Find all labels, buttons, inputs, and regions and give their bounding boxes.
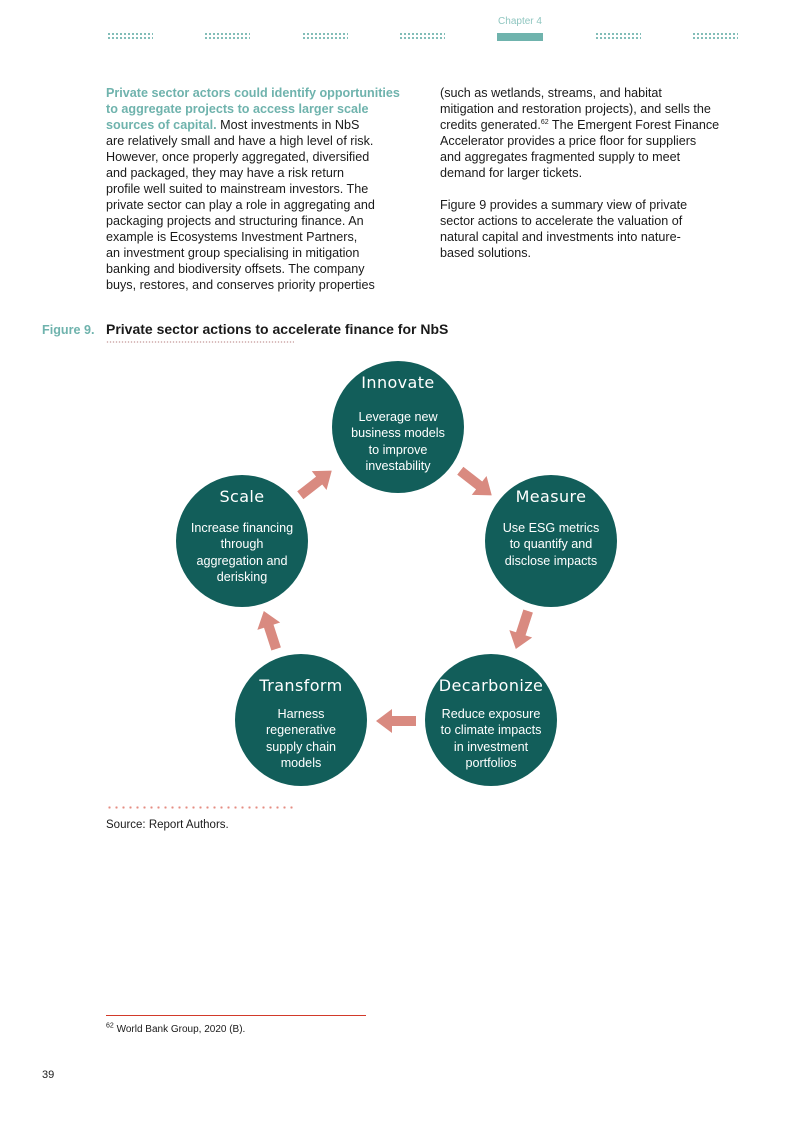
- body-line: Accelerator provides a price floor for suppliers: [440, 134, 697, 148]
- body-line: based solutions.: [440, 246, 532, 260]
- page-number: 39: [42, 1069, 55, 1081]
- body-line: profile well suited to mainstream investors. The: [106, 182, 369, 196]
- body-line: natural capital and investments into nature-: [440, 230, 681, 244]
- node-title: Decarbonize: [438, 676, 544, 695]
- figure-number: Figure 9.: [42, 323, 95, 337]
- lead-line-2: to aggregate projects to access larger scale: [106, 102, 369, 116]
- body-line: (such as wetlands, streams, and habitat: [440, 86, 662, 100]
- body-line: and aggregates fragmented supply to meet: [440, 150, 681, 164]
- figure-title-underline: [106, 341, 294, 343]
- body-line: private sector can play a role in aggregating and: [106, 198, 375, 212]
- arrow-decarbonize-to-transform-icon: [376, 708, 416, 734]
- arrow-transform-to-scale-icon: [251, 607, 288, 653]
- figure-source: Source: Report Authors.: [106, 819, 229, 831]
- body-line: Most investments in NbS: [216, 118, 360, 132]
- node-innovate: [332, 361, 464, 493]
- node-title: Transform: [259, 676, 343, 695]
- body-line: an investment group specialising in mitigation: [106, 246, 360, 260]
- node-description: Reduce exposure to climate impacts in investment portfolios: [440, 707, 542, 770]
- node-description: Increase financing through aggregation and derisking: [190, 521, 294, 584]
- body-line: sector actions to accelerate the valuation of: [440, 214, 683, 228]
- node-description: Harness regenerative supply chain models: [265, 707, 336, 770]
- figure-title: Private sector actions to accelerate finance for NbS: [106, 321, 449, 337]
- body-line: example is Ecosystems Investment Partners,: [106, 230, 358, 244]
- left-column: [106, 85, 400, 293]
- body-line: and packaged, they may have a risk return: [106, 166, 345, 180]
- node-description: Use ESG metrics to quantify and disclose impacts: [502, 521, 600, 568]
- body-line: credits generated.: [440, 118, 541, 132]
- body-line: banking and biodiversity offsets. The company: [106, 262, 365, 276]
- footnote-rule: [106, 1015, 366, 1016]
- arrow-measure-to-decarbonize-icon: [503, 607, 540, 653]
- footnote-number: 62: [106, 1022, 114, 1030]
- chapter-nav-item-6[interactable]: [595, 32, 641, 41]
- lead-line-1: Private sector actors could identify opportunities: [106, 86, 400, 100]
- node-measure: [485, 475, 617, 607]
- chapter-nav-item-2[interactable]: [204, 32, 250, 41]
- body-line: mitigation and restoration projects), and sells the: [440, 102, 711, 116]
- right-column: [440, 85, 719, 261]
- footnote-text: World Bank Group, 2020 (B).: [113, 1024, 246, 1035]
- footnote: [106, 1024, 245, 1035]
- body-line: packaging projects and structuring finance. An: [106, 214, 364, 228]
- footnote-ref[interactable]: 62: [540, 118, 549, 126]
- node-title: Scale: [219, 487, 265, 506]
- chapter-nav-item-7[interactable]: [692, 32, 738, 41]
- chapter-label: Chapter 4: [498, 16, 542, 27]
- chapter-nav-item-1[interactable]: [107, 32, 153, 41]
- body-line: demand for larger tickets.: [440, 166, 583, 180]
- node-decarbonize: [425, 654, 557, 786]
- body-line: are relatively small and have a high level of risk.: [106, 134, 374, 148]
- node-scale: [176, 475, 308, 607]
- body-line: However, once properly aggregated, diversified: [106, 150, 370, 164]
- node-description: Leverage new business models to improve investability: [351, 410, 445, 473]
- node-title: Innovate: [361, 373, 435, 392]
- chapter-nav-item-current[interactable]: [497, 33, 543, 41]
- node-title: Measure: [515, 487, 587, 506]
- chapter-nav-item-3[interactable]: [302, 32, 348, 41]
- source-divider: [106, 806, 296, 809]
- node-transform: [235, 654, 367, 786]
- body-line: The Emergent Forest Finance: [548, 118, 720, 132]
- chapter-nav-item-4[interactable]: [399, 32, 445, 41]
- body-line: buys, restores, and conserves priority properties: [106, 278, 375, 292]
- body-line: Figure 9 provides a summary view of private: [440, 198, 688, 212]
- lead-line-3: sources of capital.: [106, 118, 217, 132]
